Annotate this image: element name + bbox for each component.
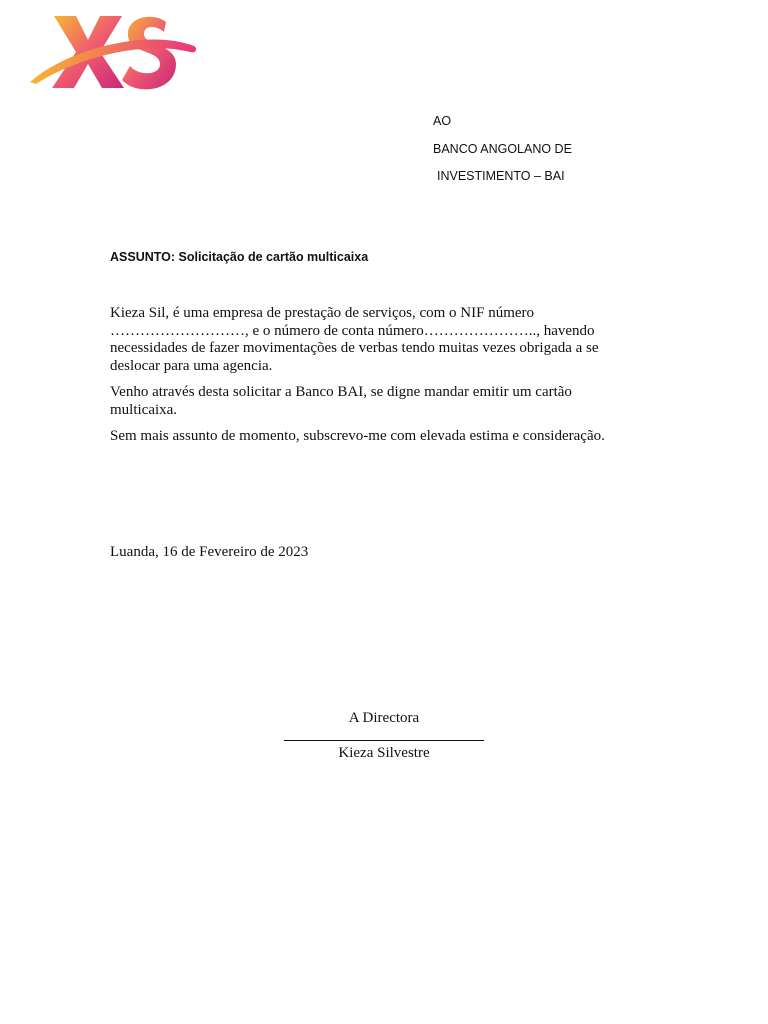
recipient-line-bank: BANCO ANGOLANO DE: [433, 141, 572, 156]
body-line: Venho através desta solicitar a Banco BAI, se digne mandar emitir um cartão: [110, 384, 572, 400]
letter-body: [110, 305, 650, 455]
body-line: Kieza Sil, é uma empresa de prestação de serviços, com o NIF número: [110, 305, 535, 321]
signatory-title: A Directora: [348, 710, 420, 726]
signature-block: [284, 710, 484, 762]
paragraph-request: [110, 384, 650, 419]
recipient-line-ao: AO: [433, 114, 452, 128]
body-line: deslocar para uma agencia.: [110, 357, 273, 374]
body-line: necessidades de fazer movimentações de verbas tendo muitas vezes obrigada a se: [110, 340, 599, 356]
paragraph-closing: [110, 428, 650, 446]
body-line: multicaixa.: [110, 401, 178, 418]
signature-line: [284, 730, 484, 741]
paragraph-intro: [110, 305, 650, 375]
recipient-block: [433, 113, 572, 196]
place-and-date: Luanda, 16 de Fevereiro de 2023: [110, 544, 309, 560]
body-line: ………………………, e o número de conta número………………….., havendo: [110, 322, 595, 339]
company-logo: [26, 10, 206, 94]
signatory-name: Kieza Silvestre: [338, 744, 430, 761]
body-line: Sem mais assunto de momento, subscrevo-me com elevada estima e consideração.: [110, 428, 605, 444]
recipient-line-bank-name: INVESTIMENTO – BAI: [437, 169, 565, 183]
letter-subject: ASSUNTO: Solicitação de cartão multicaixa: [110, 250, 369, 264]
